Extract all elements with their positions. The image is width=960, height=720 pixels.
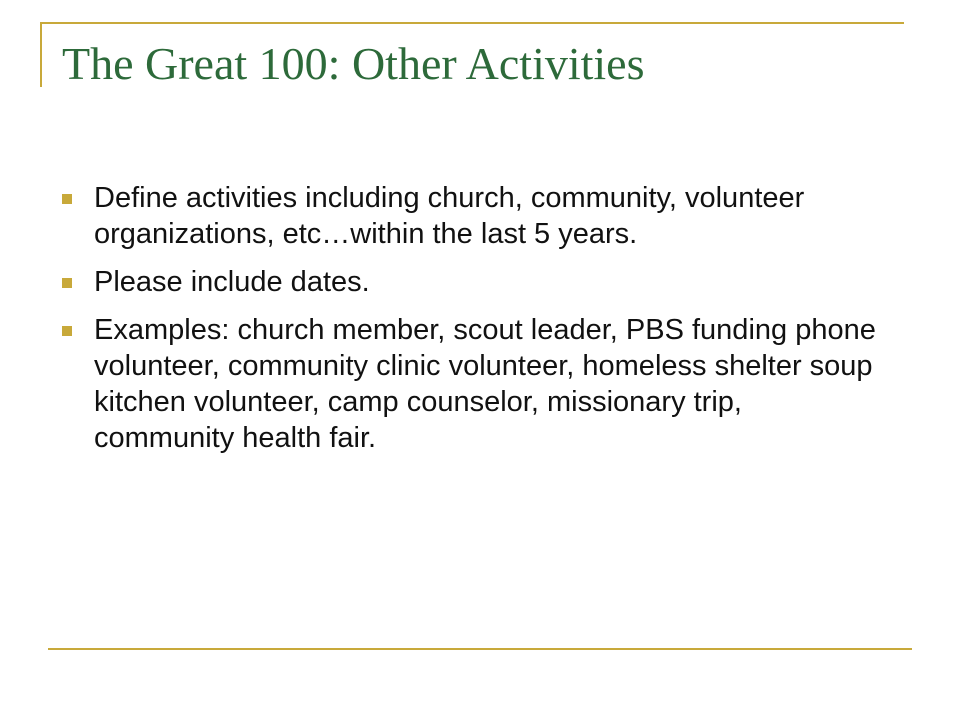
frame-left-rule [40, 22, 42, 87]
square-bullet-icon [62, 194, 72, 204]
bullet-text: Examples: church member, scout leader, PBS funding phone volunteer, community clinic volunteer, homeless shelter soup kitchen volunteer, camp counselor, missionary trip, community health fair. [94, 314, 876, 454]
square-bullet-icon [62, 326, 72, 336]
frame-bottom-rule [48, 648, 912, 650]
bullet-item-dates [60, 264, 880, 300]
frame-top-rule [40, 22, 904, 24]
bullet-item-examples [60, 312, 880, 456]
bullet-list [60, 180, 880, 468]
bullet-text: Define activities including church, community, volunteer organizations, etc…within the last 5 years. [94, 182, 805, 250]
slide-title: The Great 100: Other Activities [62, 38, 645, 89]
bullet-item-activities [60, 180, 880, 252]
square-bullet-icon [62, 278, 72, 288]
bullet-text: Please include dates. [94, 266, 370, 298]
